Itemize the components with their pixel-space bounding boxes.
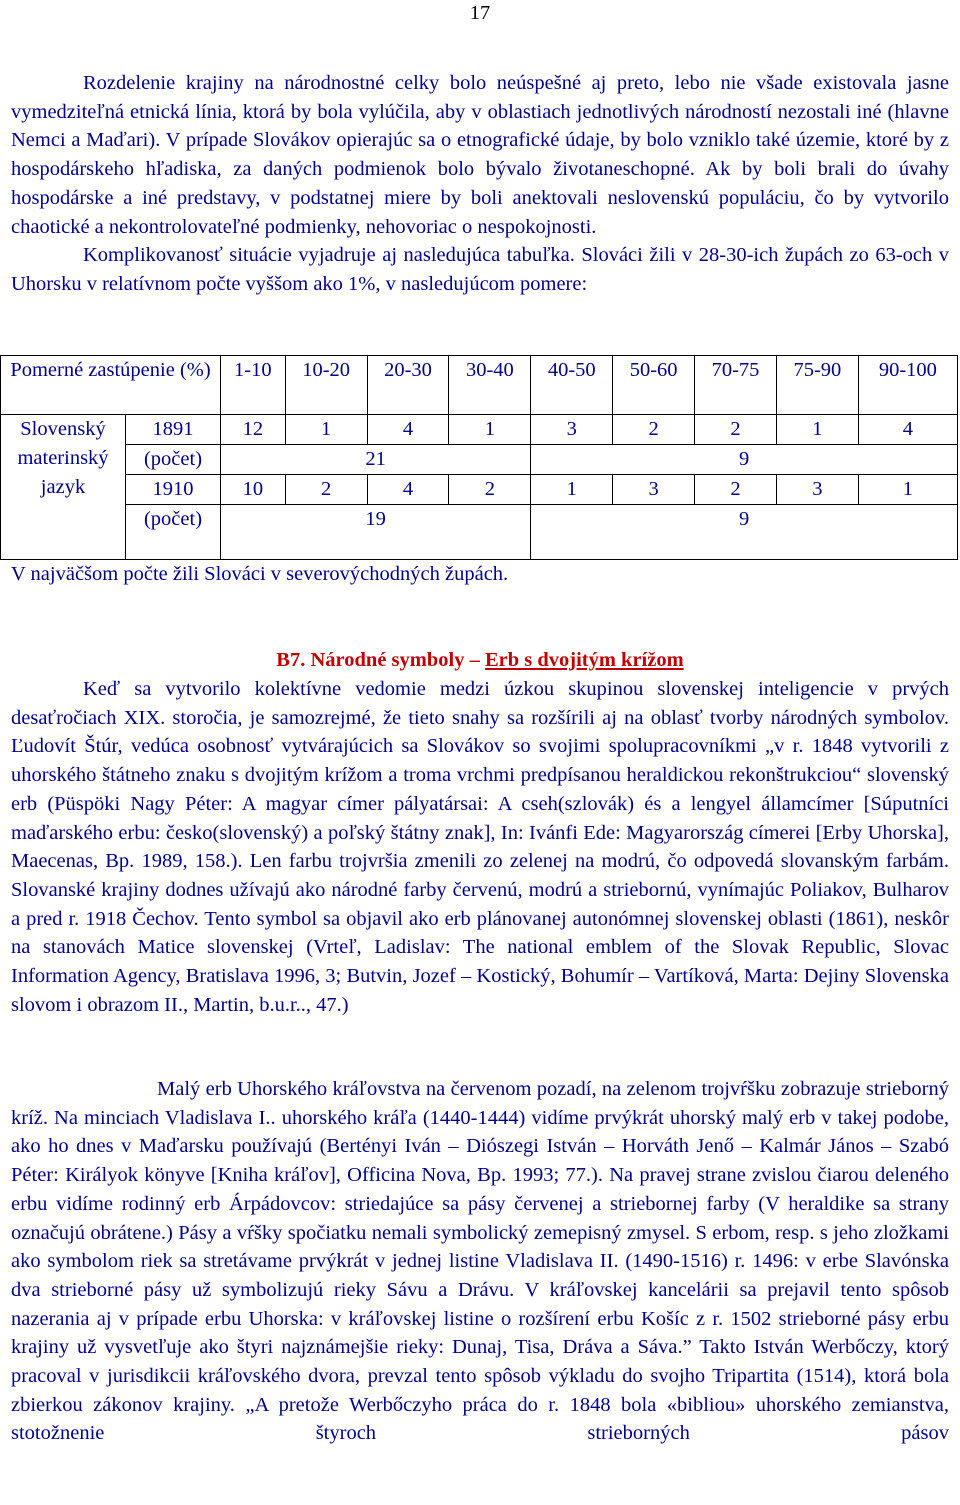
page-number: 17 <box>469 2 491 24</box>
value-cell: 3 <box>531 415 613 445</box>
value-cell: 10 <box>221 475 286 505</box>
section-number: B7. <box>276 649 306 671</box>
section-paragraph-2: Malý erb Uhorského kráľovstva na červenom pozadí, na zelenom trojvŕšku zobrazuje strieborný kríž. Na minciach Vladislava I.. uhorského kráľa (1440-1444) vidíme prvýkrát uhorský malý erb v takej podobe, ako ho dnes v Maďarsku používajú (Bertényi Iván – Diószegi István – Horváth Jenő – Kalmár János – Szabó Péter: Királyok könyve [Kniha kráľov], Officina Nova, Bp. 1993; 77.). Na pravej strane zvislou čiarou deleného erbu vidíme rodinný erb Árpádovcov: striedajúce sa pásy červenej a striebornej farby (V heraldike sa strany označujú obrátene.) Pásy a vŕšky spočiatku nemali symbolický zemepisný zmysel. S erbom, resp. s jeho zložkami ako symbolom riek sa stretávame prvýkrát v jednej listine Vladislava II. (1490-1516) r. 1496: v erbe Slavónska dva strieborné pásy už symbolizujú rieky Sávu a Drávu. V kráľovskej kancelárii sa prejavil tento spôsob nazerania aj v prípade erbu Uhorska: v kráľovskej listine o rozšírení erbu Košíc z r. 1502 strieborné pásy erbu krajiny už vysvetľuje ako štyri najznámejšie rieky: Dunaj, Tisa, Dráva a Sáva.” Takto István Werbőczy, ktorý pracoval v jurisdikcii kráľovského dvora, prevzal tento spôsob výkladu do svojho Tripartita (1514), ktorá bola zbierkou zákonov krajiny. „A pretože Werbőczyho práca do r. 1848 bola «bibliou» uhorského zemianstva, stotožnenie štyroch strieborných pásov <box>11 1078 949 1445</box>
header-label: Pomerné zastúpenie (%) <box>1 356 221 415</box>
year-1910: 1910 <box>126 475 221 505</box>
value-cell: 3 <box>776 475 858 505</box>
section-title-b: Erb s dvojitým krížom <box>484 649 684 671</box>
intro-paragraph <box>11 69 949 299</box>
value-cell: 4 <box>367 415 449 445</box>
range-cell: 1-10 <box>221 356 286 415</box>
value-cell: 4 <box>367 475 449 505</box>
range-cell: 30-40 <box>449 356 531 415</box>
range-cell: 75-90 <box>776 356 858 415</box>
range-cell: 40-50 <box>531 356 613 415</box>
table-row <box>1 445 958 475</box>
nationality-table <box>0 355 958 560</box>
value-cell: 12 <box>221 415 286 445</box>
value-cell: 3 <box>613 475 695 505</box>
intro-second: Komplikovanosť situácie vyjadruje aj nasledujúca tabuľka. Slováci žili v 28-30-ich župách zo 63-och v Uhorsku v relatívnom počte vyššom ako 1%, v nasledujúcom pomere: <box>11 244 949 295</box>
table-caption: V najväčšom počte žili Slováci v severovýchodných župách. <box>11 563 509 585</box>
value-cell: 1 <box>776 415 858 445</box>
sum-cell: 19 <box>221 505 531 560</box>
section-title-a: Národné symboly – <box>310 649 480 671</box>
value-cell: 2 <box>695 415 777 445</box>
row-label: Slovenský materinský jazyk <box>1 415 126 560</box>
unit-1910: (počet) <box>126 505 221 560</box>
range-cell: 70-75 <box>695 356 777 415</box>
range-cell: 50-60 <box>613 356 695 415</box>
value-cell: 2 <box>613 415 695 445</box>
value-cell: 1 <box>858 475 957 505</box>
value-cell: 1 <box>285 415 367 445</box>
sum-cell: 21 <box>221 445 531 475</box>
intro-text: Rozdelenie krajiny na národnostné celky bolo neúspešné aj preto, lebo nie všade existovala jasne vymedziteľná etnická línia, ktorá by bola vylúčila, aby v oblastiach jednotlivých národností nezostali iné (hlavne Nemci a Maďari). V prípade Slovákov opierajúc sa o etnografické údaje, by bolo vzniklo také územie, ktoré by z hospodárskeho hľadiska, za daných podmienok bolo bývalo životaneschopné. Ak by boli brali do úvahy hospodárske a iné predstavy, v podstatnej miere by boli anektovali neslovenskú populáciu, čo by vytvorilo chaotické a nekontrolovateľné podmienky, nehovoriac o nespokojnosti. <box>11 72 949 238</box>
year-1891: 1891 <box>126 415 221 445</box>
value-cell: 2 <box>695 475 777 505</box>
section-heading <box>0 649 960 672</box>
unit-1891: (počet) <box>126 445 221 475</box>
value-cell: 1 <box>531 475 613 505</box>
section-paragraph-1: Keď sa vytvorilo kolektívne vedomie medzi úzkou skupinou slovenskej inteligencie v prvých desaťročiach XIX. storočia, je samozrejmé, že tieto snahy sa rozšírili aj na oblasť tvorby národných symbolov. Ľudovít Štúr, vedúca osobnosť vytvárajúcich sa Slovákov so svojimi spolupracovníkmi „v r. 1848 vytvorili z uhorského štátneho znaku s dvojitým krížom a troma vrchmi predpísanou heraldickou rekonštrukciou“ slovenský erb (Püspöki Nagy Péter: A magyar címer pályatársai: A cseh(szlovák) és a lengyel államcímer [Súputníci maďarského erbu: česko(slovenský) a poľský štátny znak], In: Ivánfi Ede: Magyarország címerei [Erby Uhorska], Maecenas, Bp. 1989, 158.). Len farbu trojvršia zmenili zo zelenej na modrú, čo odpovedá slovanským farbám. Slovanské krajiny dodnes užívajú ako národné farby červenú, modrú a striebornú, vynímajúc Poliakov, Bulharov a pred r. 1918 Čechov. Tento symbol sa objavil ako erb plánovanej autonómnej slovenskej oblasti (1861), neskôr na stanovách Matice slovenskej (Vrteľ, Ladislav: The national emblem of the Slovak Republic, Slovac Information Agency, Bratislava 1996, 3; Butvin, Jozef – Kostický, Bohumír – Vartíková, Marta: Dejiny Slovenska slovom i obrazom II., Martin, b.u.r.., 47.) <box>11 678 949 1016</box>
table-header-row <box>1 356 958 415</box>
value-cell: 1 <box>449 415 531 445</box>
table-row <box>1 415 958 445</box>
range-cell: 90-100 <box>858 356 957 415</box>
table-row <box>1 475 958 505</box>
sum-cell: 9 <box>531 505 958 560</box>
range-cell: 20-30 <box>367 356 449 415</box>
value-cell: 2 <box>285 475 367 505</box>
table-row <box>1 505 958 560</box>
value-cell: 4 <box>858 415 957 445</box>
value-cell: 2 <box>449 475 531 505</box>
sum-cell: 9 <box>531 445 958 475</box>
range-cell: 10-20 <box>285 356 367 415</box>
